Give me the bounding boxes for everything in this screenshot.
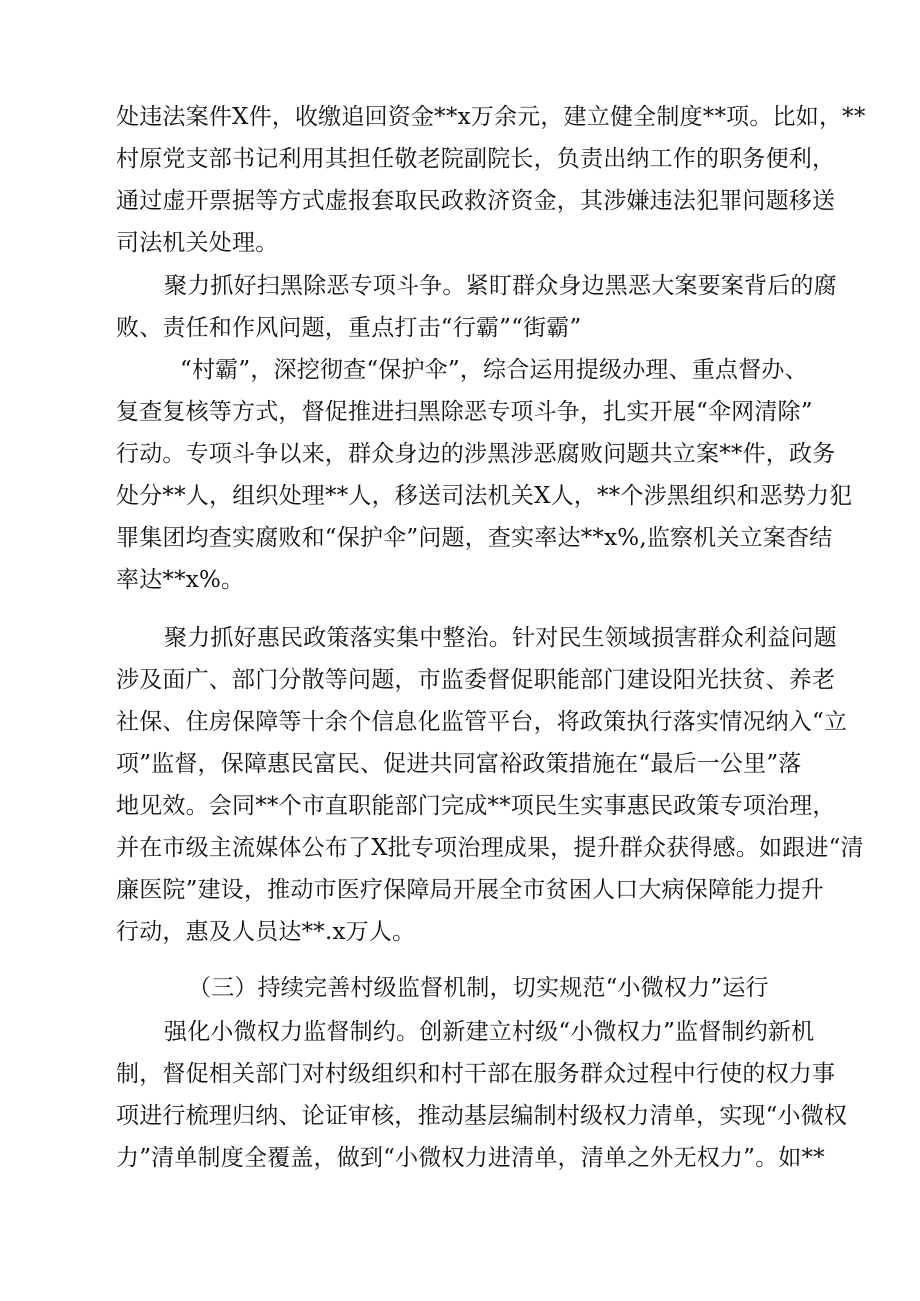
section-title: （三）持续完善村级监督机制，切实规范“小微权力”运行 [188,975,769,1001]
text-line: 项”监督，保障惠民富民、促进共同富裕政策措施在“最后一公里”落 [116,751,802,777]
paragraph-case-summary [116,96,866,264]
section-heading [116,967,816,1009]
paragraph-policy-rectification [116,617,864,953]
text-line: 项进行梳理归纳、论证审核，推动基层编制村级权力清单，实现“小微权 [116,1103,848,1129]
paragraph-micro-power [116,1011,848,1179]
text-line: 罪集团均查实腐败和“保护伞”问题，查实率达**x%,监察机关立案杳结 [116,525,833,551]
text-line: 廉医院”建设，推动市医疗保障局开展全市贫困人口大病保障能力提升 [116,877,824,903]
text-line: 行动，惠及人员达**.x万人。 [116,919,416,945]
text-line: 制，督促相关部门对村级组织和村干部在服务群众过程中行使的权力事 [116,1061,836,1087]
text-line: 率达**x%。 [116,567,245,593]
text-line: 通过虚开票据等方式虚报套取民政救济资金，其涉嫌违法犯罪问题移送 [116,188,836,214]
text-line: 强化小微权力监督制约。创新建立村级“小微权力”监督制约新机 [164,1019,815,1045]
text-line: 处违法案件X件，收缴追回资金**x万余元，建立健全制度**项。比如，** [116,104,866,130]
text-line: 聚力抓好惠民政策落实集中整治。针对民生领域损害群众利益问题 [164,625,837,651]
text-line: 聚力抓好扫黑除恶专项斗争。紧盯群众身边黑恶大案要案背后的腐 [164,273,837,299]
text-line: 并在市级主流媒体公布了X批专项治理成果，提升群众获得感。如跟进“清 [116,835,864,861]
paragraph-anti-crime [116,265,853,601]
text-line: 社保、住房保障等十余个信息化监管平台，将政策执行落实情况纳入“立 [116,709,848,735]
text-line: 村原党支部书记利用其担任敬老院副院长，负责出纳工作的职务便利， [116,146,836,172]
text-line: “村霸”，深挖彻查“保护伞”，综合运用提级办理、重点督办、 [180,357,808,383]
text-line: 力”清单制度全覆盖，做到“小微权力进清单，清单之外无权力”。如** [116,1145,825,1171]
text-line: 处分**人，组织处理**人，移送司法机关X人，**个涉黑组织和恶势力犯 [116,483,853,509]
text-line: 复查复核等方式，督促推进扫黑除恶专项斗争，扎实开展“伞网清除” [116,399,813,425]
text-line: 涉及面广、部门分散等问题，市监委督促职能部门建设阳光扶贫、养老 [116,667,836,693]
text-line: 地见效。会同**个市直职能部门完成**项民生实事惠民政策专项治理， [116,793,836,819]
text-line: 司法机关处理。 [116,230,279,256]
text-line: 败、责任和作风问题，重点打击“行霸”“街霸” [116,315,582,341]
text-line: 行动。专项斗争以来，群众身边的涉黑涉恶腐败问题共立案**件，政务 [116,441,836,467]
